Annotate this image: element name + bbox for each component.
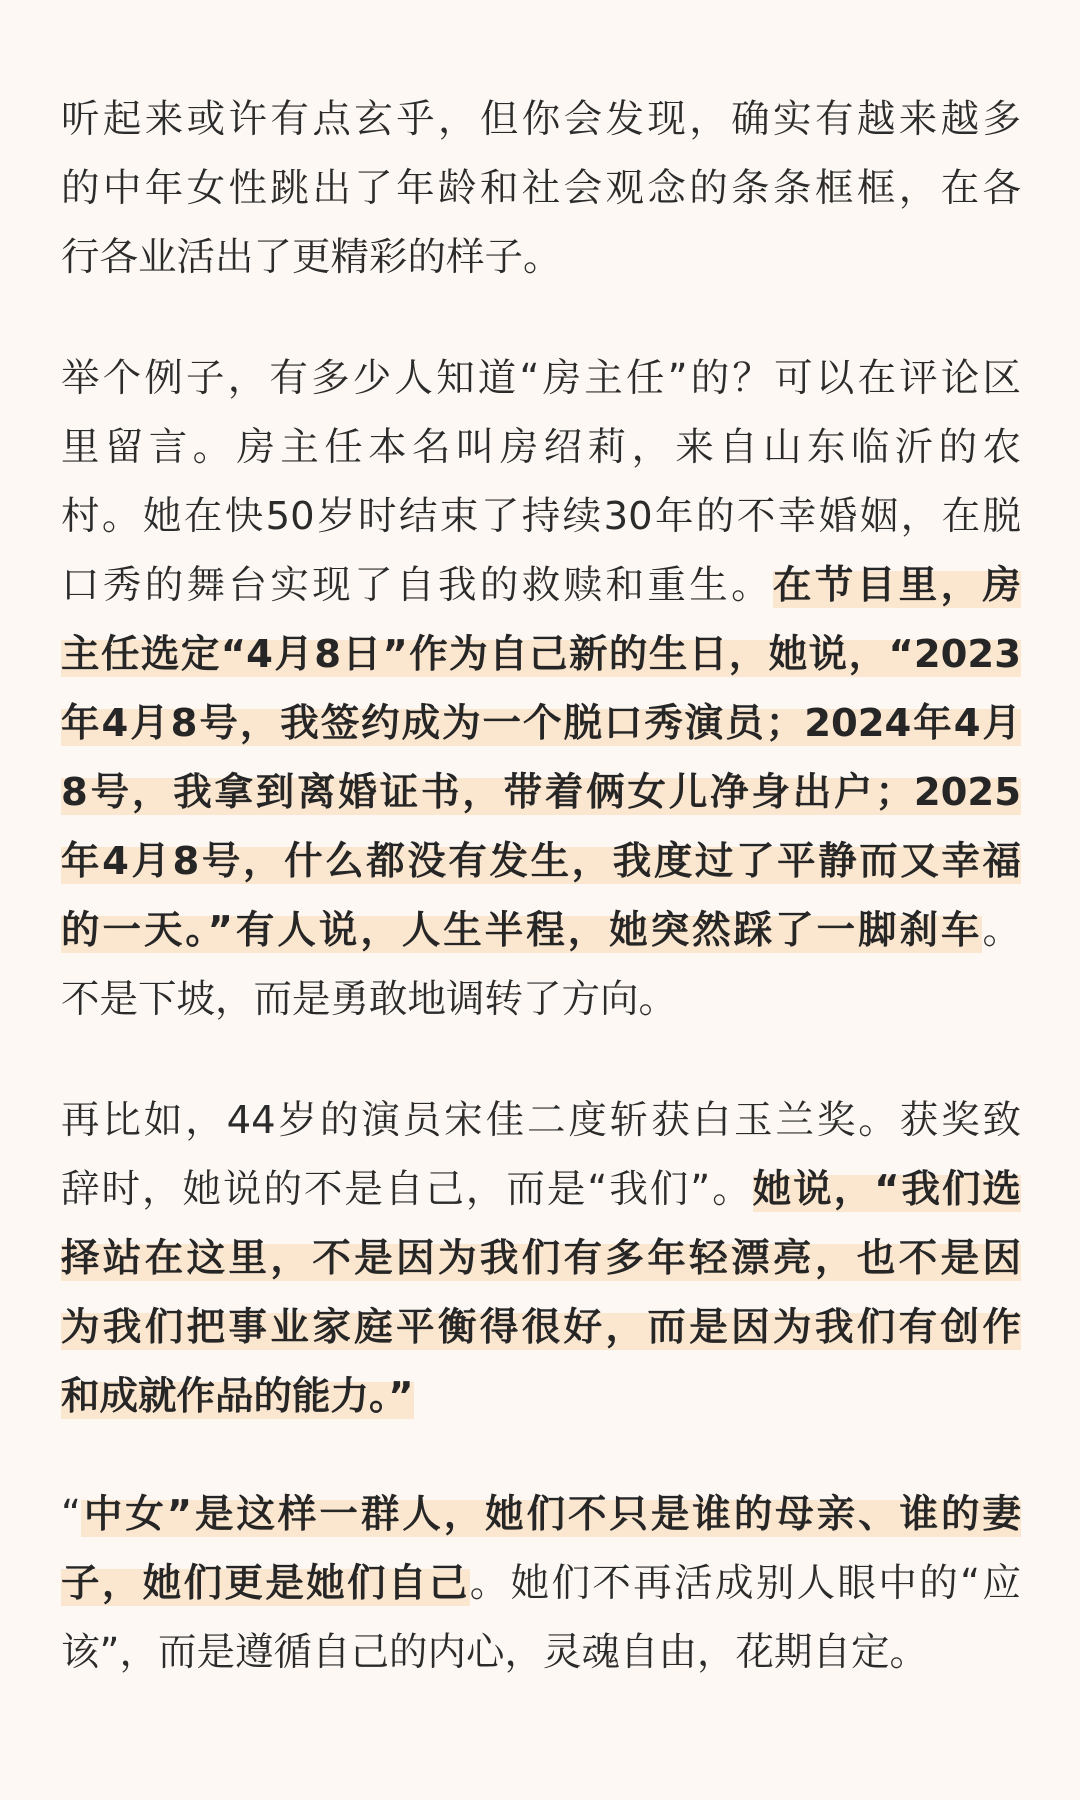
text-line [61,154,1021,223]
text-line [61,1618,1021,1687]
body-text: 不是下坡，而是勇敢地调转了方向。 [61,977,678,1022]
text-line [61,223,1021,292]
text-line [61,482,1021,551]
text-line [61,551,1021,620]
body-text: 辞时，她说的不是自己，而是“我们”。 [61,1167,753,1212]
highlighted-text: 在节目里，房 [773,563,1021,608]
text-line [61,1086,1021,1155]
highlighted-text: 择站在这里，不是因为我们有多年轻漂亮，也不是因 [61,1236,1021,1281]
text-line [61,827,1021,896]
body-text: 举个例子，有多少人知道“房主任”的？可以在评论区 [61,356,1021,401]
body-text: 。她们不再活成别人眼中的“应 [469,1561,1021,1606]
text-line [61,1224,1021,1293]
body-text: 行各业活出了更精彩的样子。 [61,235,562,280]
body-text: 口秀的舞台实现了自我的救赎和重生。 [61,563,774,608]
text-line [61,620,1021,689]
highlighted-text: 8号，我拿到离婚证书，带着俩女儿净身出户；2025 [61,770,1021,815]
body-text: 里留言。房主任本名叫房绍莉，来自山东临沂的农 [61,425,1021,470]
body-text: 该”，而是遵循自己的内心，灵魂自由，花期自定。 [61,1630,928,1675]
highlighted-text: 子，她们更是她们自己 [61,1561,470,1606]
text-line [61,1362,1021,1431]
text-line [61,1155,1021,1224]
highlighted-text: 主任选定“4月8日”作为自己新的生日，她说，“2023 [61,632,1021,677]
paragraph-4 [61,1480,1021,1687]
text-line [61,1549,1021,1618]
text-line [61,413,1021,482]
text-line [61,689,1021,758]
text-line [61,965,1021,1034]
highlighted-text: 她说，“我们选 [752,1167,1021,1212]
text-line [61,344,1021,413]
text-line [61,758,1021,827]
body-text: 村。她在快50岁时结束了持续30年的不幸婚姻，在脱 [61,494,1021,539]
highlighted-text: 和成就作品的能力。” [61,1374,414,1419]
paragraph-3 [61,1086,1021,1431]
body-text: 听起来或许有点玄乎，但你会发现，确实有越来越多 [61,97,1021,142]
highlighted-text: 年4月8号，什么都没有发生，我度过了平静而又幸福 [61,839,1021,884]
text-line [61,1293,1021,1362]
highlighted-text: 年4月8号，我签约成为一个脱口秀演员；2024年4月 [61,701,1021,746]
highlighted-text: 的一天。”有人说，人生半程，她突然踩了一脚刹车 [61,908,983,953]
body-text: 再比如，44岁的演员宋佳二度斩获白玉兰奖。获奖致 [61,1098,1021,1143]
paragraph-1 [61,85,1021,292]
highlighted-text: 为我们把事业家庭平衡得很好，而是因为我们有创作 [61,1305,1021,1350]
text-line [61,85,1021,154]
body-text: 。 [982,908,1021,953]
paragraph-2 [61,344,1021,1034]
body-text: 的中年女性跳出了年龄和社会观念的条条框框，在各 [61,166,1021,211]
body-text: “ [61,1492,81,1537]
highlighted-text: 中女”是这样一群人，她们不只是谁的母亲、谁的妻 [80,1492,1021,1537]
text-line [61,896,1021,965]
text-line [61,1480,1021,1549]
